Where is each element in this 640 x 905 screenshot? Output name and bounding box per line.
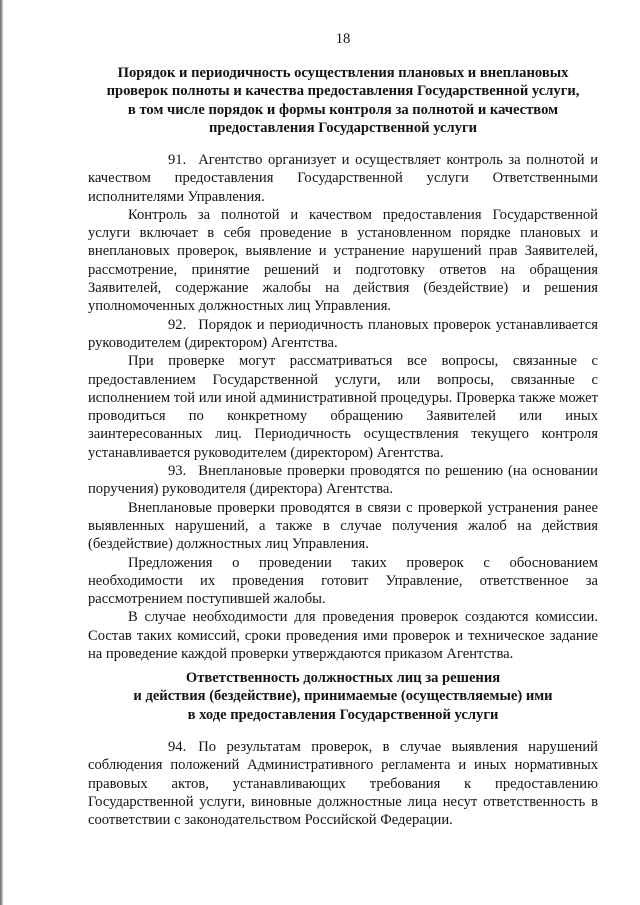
paragraph-number: 94. [168, 739, 187, 755]
paragraph-number: 92. [168, 316, 187, 333]
paragraph-91 [88, 151, 598, 206]
paragraph-94 [88, 738, 598, 829]
paragraph-number: 91. [168, 152, 187, 168]
paragraph-93-continued: Внеплановые проверки проводятся в связи с проверкой устранения ранее выявленных нарушений, а также в случае получения жалоб на действия (бездействие) должностных лиц Управления. [88, 499, 598, 553]
scan-edge [0, 0, 3, 905]
paragraph-text: Агентство организует и осуществляет контроль за полнотой и качеством предоставления Государственной услуги Ответственными исполнителями Управления. [88, 152, 598, 205]
heading-line: в том числе порядок и формы контроля за полнотой и качеством [127, 101, 559, 118]
heading-line: Порядок и периодичность осуществления плановых и внеплановых [117, 65, 569, 81]
heading-line: Ответственность должностных лиц за решения [185, 670, 501, 686]
paragraph-91-continued: Контроль за полнотой и качеством предоставления Государственной услуги включает в себя проведение в установленном порядке плановых и внеплановых проверок, выявление и устранение нарушений прав Заявителей, рассмотрение, принятие решений и подготовку ответов на обращения Заявителей, содержание жалобы на действия (бездействие) и решения уполномоченных должностных лиц Управления. [88, 206, 598, 315]
section-heading-responsibility [88, 669, 598, 724]
paragraph-92 [88, 316, 598, 353]
paragraph-93-commissions: В случае необходимости для проведения проверок создаются комиссии. Состав таких комиссий, сроки проведения ими проверок и техническое задание на проведение каждой проверки утверждаются приказом Агентства. [88, 609, 598, 663]
page-number: 18 [335, 31, 351, 47]
heading-line: и действия (бездействие), принимаемые (осуществляемые) ими [133, 688, 553, 705]
paragraph-text: Порядок и периодичность плановых проверок устанавливается руководителем (директором) Агентства. [88, 316, 598, 351]
paragraph-93 [88, 462, 598, 499]
section-heading-control [88, 64, 598, 137]
paragraph-92-continued: При проверке могут рассматриваться все вопросы, связанные с предоставлением Государственной услуги, или вопросы, связанные с исполнением той или иной административной процедуры. Проверка также может проводиться по конкретному обращению Заявителей или иных заинтересованных лиц. Периодичность осуществления текущего контроля устанавливается руководителем (директором) Агентства. [88, 353, 598, 461]
heading-line: проверок полноты и качества предоставления Государственной услуги, [106, 83, 580, 100]
paragraph-93-proposals: Предложения о проведении таких проверок с обоснованием необходимости их проведения готовит Управление, ответственное за рассмотрением поступившей жалобы. [88, 554, 598, 608]
section-body-responsibility [88, 738, 598, 829]
heading-line: предоставления Государственной услуги [208, 119, 478, 136]
section-body-control [88, 151, 598, 663]
heading-line: в ходе предоставления Государственной услуги [187, 706, 499, 723]
paragraph-text: По результатам проверок, в случае выявления нарушений соблюдения положений Административного регламента и иных нормативных правовых актов, устанавливающих требования к предоставлению Государственной услуги, виновные должностные лица несут ответственность в соответствии с законодательством Российской Федерации. [88, 739, 598, 829]
paragraph-number: 93. [168, 463, 187, 480]
paragraph-text: Внеплановые проверки проводятся по решению (на основании поручения) руководителя (директора) Агентства. [88, 463, 598, 498]
